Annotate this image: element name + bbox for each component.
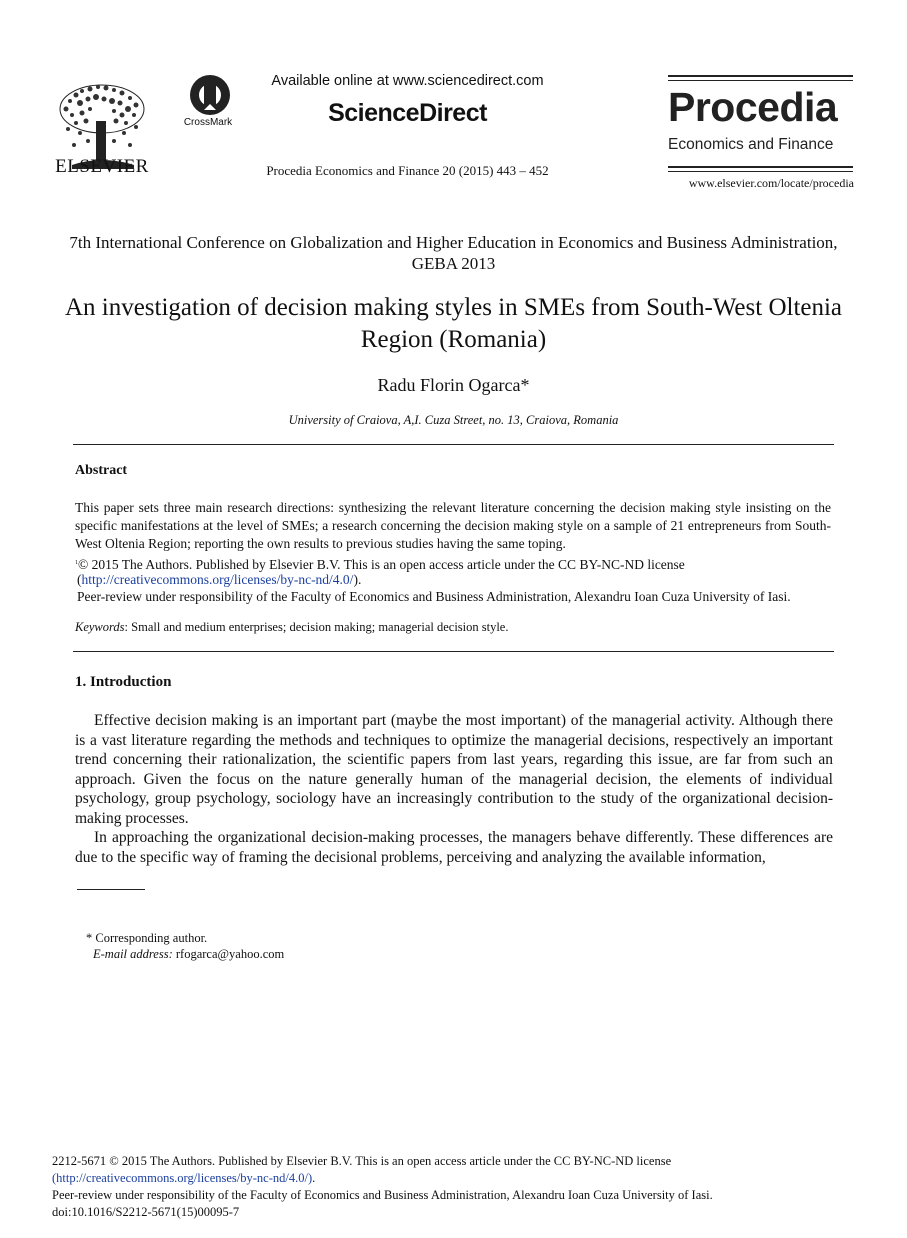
introduction-body: [75, 711, 833, 867]
footnote-rule: [77, 889, 145, 890]
procedia-url[interactable]: www.elsevier.com/locate/procedia: [688, 176, 854, 190]
copyright-text: © 2015 The Authors. Published by Elsevier B.V. This is an open access article under the CC BY-NC-ND license: [78, 557, 685, 572]
license-link[interactable]: (http://creativecommons.org/licenses/by-nc-nd/4.0/).: [77, 572, 362, 587]
procedia-title: Procedia: [668, 84, 838, 130]
keywords-list: : Small and medium enterprises; decision making; managerial decision style.: [124, 620, 509, 634]
email-label: E-mail address:: [93, 947, 173, 961]
section-heading-introduction: 1. Introduction: [75, 674, 172, 690]
email-note: [93, 947, 284, 962]
procedia-rule: [668, 171, 853, 172]
procedia-rule: [668, 80, 853, 81]
abstract-heading: Abstract: [75, 463, 128, 478]
license-url: http://creativecommons.org/licenses/by-nc-nd/4.0/: [81, 572, 354, 587]
abstract-text: This paper sets three main research directions: synthesizing the relevant literature concerning the decision making style insisting on the specific manifestations at the level of SMEs; a research concerning the decision making style on a sample of 21 entrepreneurs from South-West Oltenia Region; reporting the own results to previous studies having the same toping.: [75, 500, 831, 551]
corresponding-author-note: * Corresponding author.: [86, 931, 208, 945]
footer-peer-review: Peer-review under responsibility of the Faculty of Economics and Business Administration, Alexandru Ioan Cuza University of Iasi.: [52, 1188, 713, 1202]
footer-license-link[interactable]: (http://creativecommons.org/licenses/by-nc-nd/4.0/): [52, 1171, 313, 1185]
page-footer: [52, 1153, 862, 1221]
divider: [73, 444, 834, 445]
sciencedirect-logo[interactable]: ScienceDirect: [328, 99, 487, 127]
email-address[interactable]: rfogarca@yahoo.com: [172, 947, 285, 961]
procedia-rule: [668, 166, 853, 168]
author-name: Radu Florin Ogarca*: [377, 375, 530, 395]
crossmark-label: CrossMark: [183, 117, 233, 128]
available-online-text: Available online at www.sciencedirect.com: [271, 73, 544, 89]
procedia-rule: [668, 75, 853, 77]
divider: [73, 651, 834, 652]
footer-license-line: (http://creativecommons.org/licenses/by-nc-nd/4.0/).: [52, 1171, 316, 1185]
footer-copyright: 2212-5671 © 2015 The Authors. Published by Elsevier B.V. This is an open access article under the CC BY-NC-ND license: [52, 1154, 672, 1168]
copyright-notice: [75, 555, 831, 573]
peer-review-notice: Peer-review under responsibility of the Faculty of Economics and Business Administration, Alexandru Ioan Cuza University of Iasi.: [77, 589, 791, 604]
copyright-mark: 1: [75, 560, 78, 566]
paragraph: In approaching the organizational decision-making processes, the managers behave differently. These differences are due to the specific way of framing the decisional problems, perceiving and analyzing the available information,: [75, 829, 833, 866]
journal-reference: Procedia Economics and Finance 20 (2015) 443 – 452: [266, 163, 549, 178]
paragraph: Effective decision making is an important part (maybe the most important) of the managerial activity. Although there is a vast literature regarding the methods and techniques to optimize the managerial decisions, respectively an important trend concerning their rationalization, the scientific papers from last years, regarding this issue, are far from such an approach. Given the focus on the nature generally human of the managerial decision, the elements of individual psychology, group psychology, sociology have an increasingly contribution to the study of the organizational decision-making processes.: [75, 712, 833, 827]
keywords-label: Keywords: [75, 620, 125, 634]
keywords: [75, 620, 508, 635]
elsevier-wordmark: ELSEVIER: [55, 156, 149, 177]
footer-doi[interactable]: doi:10.1016/S2212-5671(15)00095-7: [52, 1205, 240, 1219]
conference-name: 7th International Conference on Globalization and Higher Education in Economics and Business Administration, GEBA 2013: [69, 233, 838, 273]
paper-title: An investigation of decision making styles in SMEs from South-West Oltenia Region (Romania): [64, 294, 843, 353]
procedia-subtitle: Economics and Finance: [668, 136, 834, 153]
author-affiliation: University of Craiova, A,I. Cuza Street, no. 13, Craiova, Romania: [288, 413, 619, 427]
